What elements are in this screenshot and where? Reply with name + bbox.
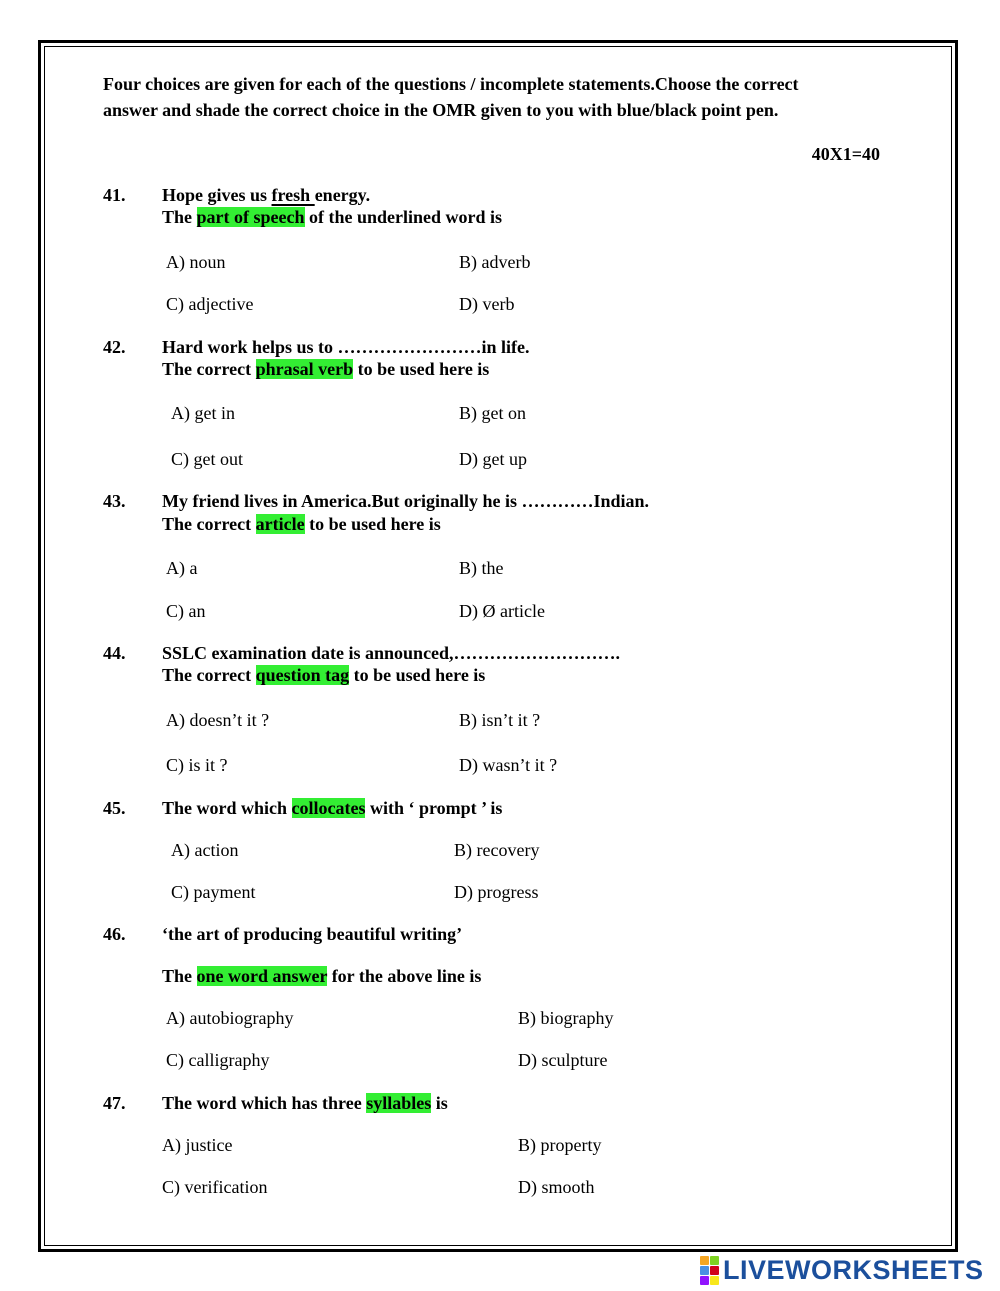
underlined-word: fresh (271, 185, 315, 205)
question-47-line-1: The word which has three syllables is (162, 1093, 448, 1113)
question-44-line-1: SSLC examination date is announced,………………………. (162, 643, 621, 663)
highlight-term: part of speech (196, 207, 305, 227)
question-number: 43. (103, 491, 126, 511)
option-d[interactable]: D) smooth (518, 1177, 595, 1197)
option-d[interactable]: D) Ø article (459, 601, 545, 621)
option-b[interactable]: B) isn’t it ? (459, 710, 541, 730)
question-41-line-1: Hope gives us fresh energy. (162, 185, 371, 205)
option-a[interactable]: A) doesn’t it ? (166, 710, 270, 730)
option-d[interactable]: D) progress (454, 882, 539, 902)
question-number: 41. (103, 185, 126, 205)
option-c[interactable]: C) get out (171, 449, 243, 469)
question-43-line-1: My friend lives in America.But originally he is …………Indian. (162, 491, 650, 511)
highlight-term: article (255, 514, 305, 534)
marks-allocation: 40X1=40 (811, 144, 880, 164)
option-a[interactable]: A) justice (162, 1135, 233, 1155)
question-43-line-2: The correct article to be used here is (162, 514, 441, 534)
option-d[interactable]: D) sculpture (518, 1050, 608, 1070)
question-42-line-2: The correct phrasal verb to be used here is (162, 359, 490, 379)
question-42-line-1: Hard work helps us to ……………………in life. (162, 337, 530, 357)
option-c[interactable]: C) adjective (166, 294, 254, 314)
option-a[interactable]: A) a (166, 558, 198, 578)
option-a[interactable]: A) noun (166, 252, 226, 272)
question-number: 45. (103, 798, 126, 818)
instructions-line-1: Four choices are given for each of the questions / incomplete statements.Choose the correct (103, 74, 799, 94)
highlight-term: phrasal verb (255, 359, 354, 379)
question-46-line-2: The one word answer for the above line is (162, 966, 482, 986)
question-41-line-2: The part of speech of the underlined word is (162, 207, 503, 227)
liveworksheets-logo-icon (700, 1256, 719, 1285)
question-number: 44. (103, 643, 126, 663)
option-c[interactable]: C) payment (171, 882, 256, 902)
highlight-term: one word answer (196, 966, 328, 986)
option-b[interactable]: B) get on (459, 403, 526, 423)
liveworksheets-logo (700, 1255, 984, 1285)
option-d[interactable]: D) verb (459, 294, 515, 314)
question-number: 47. (103, 1093, 126, 1113)
question-44-line-2: The correct question tag to be used here is (162, 665, 486, 685)
question-46-line-1: ‘the art of producing beautiful writing’ (162, 924, 463, 944)
option-a[interactable]: A) autobiography (166, 1008, 294, 1028)
option-a[interactable]: A) action (171, 840, 239, 860)
option-b[interactable]: B) recovery (454, 840, 540, 860)
question-45-line-1: The word which collocates with ‘ prompt ’ is (162, 798, 503, 818)
option-b[interactable]: B) property (518, 1135, 602, 1155)
question-number: 42. (103, 337, 126, 357)
option-b[interactable]: B) adverb (459, 252, 531, 272)
option-b[interactable]: B) biography (518, 1008, 614, 1028)
option-c[interactable]: C) an (166, 601, 206, 621)
instructions-line-2: answer and shade the correct choice in the OMR given to you with blue/black point pen. (103, 100, 779, 120)
option-d[interactable]: D) wasn’t it ? (459, 755, 558, 775)
question-number: 46. (103, 924, 126, 944)
highlight-term: syllables (366, 1093, 432, 1113)
option-c[interactable]: C) verification (162, 1177, 268, 1197)
highlight-term: question tag (255, 665, 350, 685)
logo-text: LIVEWORKSHEETS (723, 1254, 984, 1285)
option-b[interactable]: B) the (459, 558, 504, 578)
option-d[interactable]: D) get up (459, 449, 527, 469)
option-c[interactable]: C) calligraphy (166, 1050, 270, 1070)
highlight-term: collocates (291, 798, 366, 818)
option-a[interactable]: A) get in (171, 403, 235, 423)
option-c[interactable]: C) is it ? (166, 755, 228, 775)
